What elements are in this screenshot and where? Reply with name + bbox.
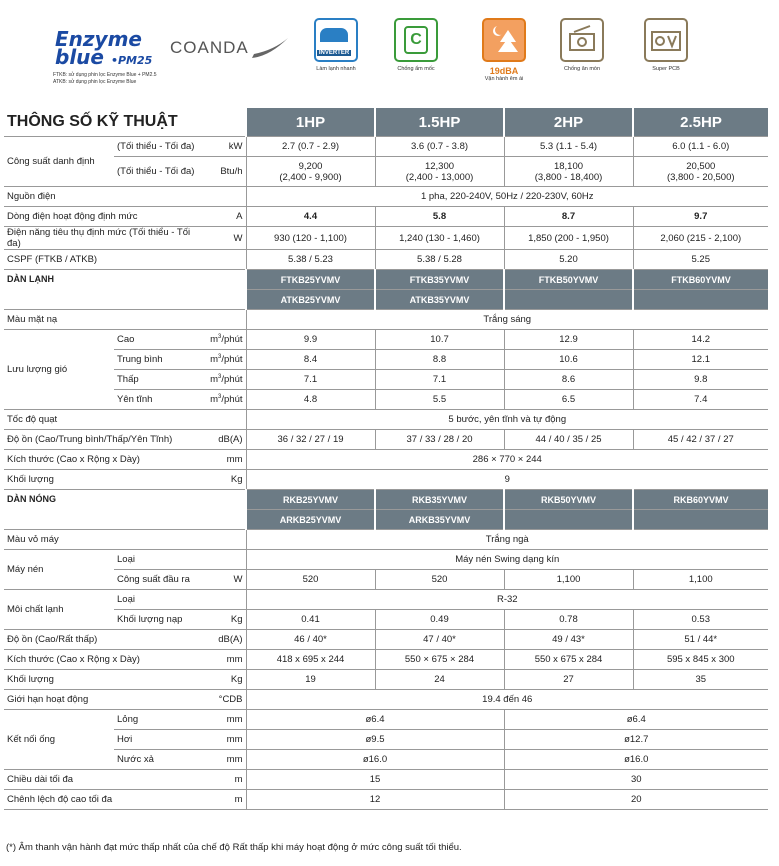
feature-super-pcb: Super PCB — [636, 18, 696, 72]
table-row: Thấp $m^3$/phút 7.1 7.1 8.6 9.8 — [4, 370, 768, 390]
table-row: Khối lượng Kg 9 — [4, 470, 768, 490]
table-row: Máy nén Loại Máy nén Swing dạng kín — [4, 550, 768, 570]
table-row: Giới hạn hoạt động °CDB 19.4 đến 46 — [4, 690, 768, 710]
table-row: Nước xả mm ø16.0 ø16.0 — [4, 750, 768, 770]
footnote: (*) Âm thanh vận hành đạt mức thấp nhất của chế độ Rất thấp khi máy hoạt động ở mức công suất tối thiểu. — [6, 842, 462, 853]
enzyme-note: FTKB: sử dụng phin lọc Enzyme Blue + PM2.5 ATKB: sử dụng phin lọc Enzyme Blue — [53, 72, 157, 85]
table-row: CSPF (FTKB / ATKB) 5.38 / 5.23 5.38 / 5.28 5.20 5.25 — [4, 250, 768, 270]
indoor-section-label: DÀN LẠNH — [4, 270, 246, 310]
table-row: Nguồn điện 1 pha, 220-240V, 50Hz / 220-230V, 60Hz — [4, 187, 768, 207]
table-row: Kết nối ống Lỏng mm ø6.4 ø6.4 — [4, 710, 768, 730]
table-row: ATKB25YVMV ATKB35YVMV — [4, 290, 768, 310]
table-row: (Tối thiểu - Tối đa) Btu/h 9,200 (2,400 - 9,900) 12,300 (2,400 - 13,000) 18,100 (3,800 - 18,400) 20,500 (3,800 - 20,500) — [4, 157, 768, 187]
table-row: Công suất danh định (Tối thiểu - Tối đa) kW 2.7 (0.7 - 2.9) 3.6 (0.7 - 3.8) 5.3 (1.1 - 5.4) 6.0 (1.1 - 6.0) — [4, 137, 768, 157]
coanda-swoosh-icon — [250, 36, 290, 60]
table-header-row — [4, 108, 768, 137]
table-row: ARKB25YVMV ARKB35YVMV — [4, 510, 768, 530]
table-row: Điện năng tiêu thụ định mức (Tối thiểu - Tối đa) W 930 (120 - 1,100) 1,240 (130 - 1,460) 1,850 (200 - 1,950) 2,060 (215 - 2,100) — [4, 227, 768, 250]
table-row: Môi chất lạnh Loại R-32 — [4, 590, 768, 610]
table-row: Yên tĩnh $m^3$/phút 4.8 5.5 6.5 7.4 — [4, 390, 768, 410]
table-row: Hơi mm ø9.5 ø12.7 — [4, 730, 768, 750]
table-title: THÔNG SỐ KỸ THUẬT — [4, 108, 246, 137]
table-row: Độ ồn (Cao/Rất thấp) dB(A) 46 / 40* 47 / 40* 49 / 43* 51 / 44* — [4, 630, 768, 650]
hp-2: 2HP — [504, 108, 633, 137]
table-row: Độ ồn (Cao/Trung bình/Thấp/Yên Tĩnh) dB(A) 36 / 32 / 27 / 19 37 / 33 / 28 / 20 44 / 40 / 35 / 25 45 / 42 / 37 / 27 — [4, 430, 768, 450]
table-row: Công suất đầu ra W 520 520 1,100 1,100 — [4, 570, 768, 590]
table-row: Màu vỏ máy Trắng ngà — [4, 530, 768, 550]
pcb-icon — [644, 18, 688, 62]
table-row: Khối lượng Kg 19 24 27 35 — [4, 670, 768, 690]
spec-table — [4, 108, 768, 810]
coanda-logo: COANDA — [170, 38, 249, 57]
table-row: Tốc độ quạt 5 bước, yên tĩnh và tự động — [4, 410, 768, 430]
table-row: Chênh lệch độ cao tối đa m 12 20 — [4, 790, 768, 810]
table-row: Lưu lượng gió Cao $m^3$/phút 9.9 10.7 12.9 14.2 — [4, 330, 768, 350]
feature-anti-corrosion: Chống ăn mòn — [552, 18, 612, 72]
corrosion-icon — [560, 18, 604, 62]
table-row: Khối lượng nạp Kg 0.41 0.49 0.78 0.53 — [4, 610, 768, 630]
table-row: Màu mặt nạ Trắng sáng — [4, 310, 768, 330]
hp-1: 1HP — [246, 108, 375, 137]
table-row: Dòng điện hoạt động định mức A 4.4 5.8 8.7 9.7 — [4, 207, 768, 227]
hp-1-5: 1.5HP — [375, 108, 504, 137]
hp-2-5: 2.5HP — [633, 108, 768, 137]
mold-icon: C — [394, 18, 438, 62]
header — [0, 0, 779, 105]
feature-anti-mold: C Chống ẩm mốc — [386, 18, 446, 72]
table-row: DÀN NÓNG RKB25YVMV RKB35YVMV RKB50YVMV RKB60YVMV — [4, 490, 768, 510]
enzyme-blue-logo: Enzyme blue •PM25 — [55, 27, 153, 69]
table-row: Kích thước (Cao x Rộng x Dày) mm 418 x 695 x 244 550 × 675 × 284 550 x 675 x 284 595 x 845 x 300 — [4, 650, 768, 670]
table-row: DÀN LẠNH FTKB25YVMV FTKB35YVMV FTKB50YVMV FTKB60YVMV — [4, 270, 768, 290]
feature-quiet: 19dBA Vận hành êm ái — [474, 18, 534, 82]
quiet-night-icon — [482, 18, 526, 62]
feature-inverter: INVERTER Làm lạnh nhanh — [306, 18, 366, 72]
table-row: Trung bình $m^3$/phút 8.4 8.8 10.6 12.1 — [4, 350, 768, 370]
table-row: Chiều dài tối đa m 15 30 — [4, 770, 768, 790]
table-row: Kích thước (Cao x Rộng x Dày) mm 286 × 770 × 244 — [4, 450, 768, 470]
outdoor-section-label: DÀN NÓNG — [4, 490, 246, 530]
inverter-icon: INVERTER — [314, 18, 358, 62]
